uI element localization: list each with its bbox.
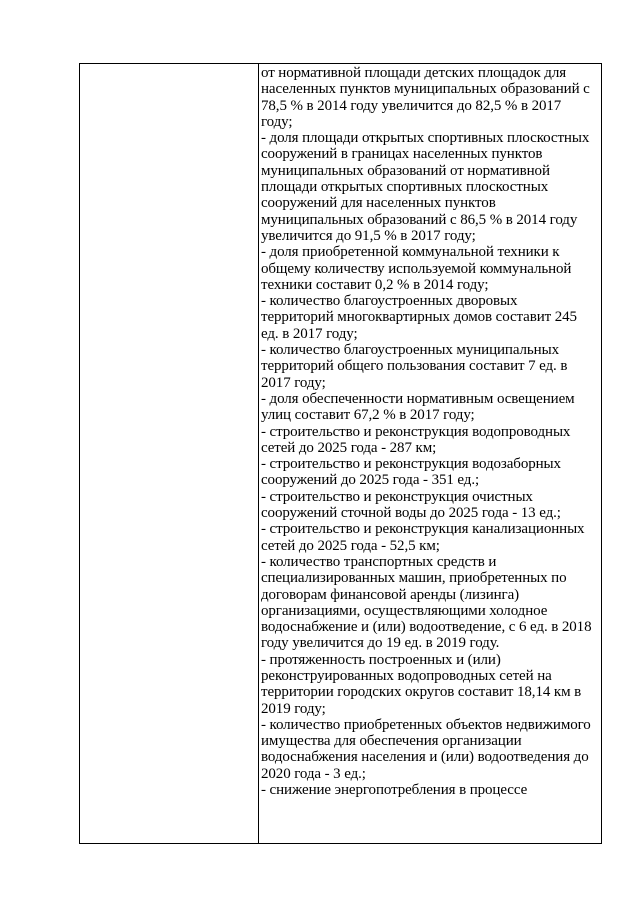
text-line: сооружений до 2025 года - 351 ед.; bbox=[261, 472, 480, 489]
text-line: сооружений в границах населенных пунктов bbox=[261, 146, 543, 163]
text-line: имущества для обеспечения организации bbox=[261, 733, 522, 750]
text-line: - доля приобретенной коммунальной техники к bbox=[261, 244, 560, 261]
text-line: - количество благоустроенных дворовых bbox=[261, 293, 518, 310]
table-row bbox=[80, 64, 602, 844]
text-line: реконструированных водопроводных сетей на bbox=[261, 667, 552, 684]
text-line: - доля обеспеченности нормативным освещением bbox=[261, 390, 575, 407]
text-line: году; bbox=[261, 113, 293, 130]
text-line: улиц составит 67,2 % в 2017 году; bbox=[261, 407, 475, 424]
document-table bbox=[79, 63, 602, 844]
text-line: - количество благоустроенных муниципальных bbox=[261, 342, 559, 359]
text-line: от нормативной площади детских площадок для bbox=[261, 65, 567, 81]
text-line: 2020 года - 3 ед.; bbox=[261, 765, 366, 782]
text-line: водоснабжение и (или) водоотведение, с 6 ед. в 2018 bbox=[261, 619, 592, 636]
text-line: муниципальных образований с 86,5 % в 2014 году bbox=[261, 211, 578, 228]
text-line: специализированных машин, приобретенных по bbox=[261, 570, 567, 587]
text-line: территорий многоквартирных домов составит 245 bbox=[261, 309, 577, 326]
text-line: сетей до 2025 года - 52,5 км; bbox=[261, 537, 440, 554]
text-line: площади открытых спортивных плоскостных bbox=[261, 179, 549, 196]
text-line: организациями, осуществляющими холодное bbox=[261, 602, 548, 619]
text-line: 78,5 % в 2014 году увеличится до 82,5 % в 2017 bbox=[261, 97, 562, 114]
text-line: увеличится до 91,5 % в 2017 году; bbox=[261, 227, 476, 244]
text-line: водоснабжения населения и (или) водоотведения до bbox=[261, 749, 589, 766]
text-line: муниципальных образований от нормативной bbox=[261, 162, 550, 179]
text-line: - доля площади открытых спортивных плоскостных bbox=[261, 130, 590, 147]
text-line: - количество транспортных средств и bbox=[261, 553, 497, 570]
text-line: году увеличится до 19 ед. в 2019 году. bbox=[261, 635, 500, 652]
text-line: - протяженность построенных и (или) bbox=[261, 651, 501, 668]
text-line: 2017 году; bbox=[261, 374, 326, 391]
text-line: общему количеству используемой коммунальной bbox=[261, 260, 572, 277]
text-line: территории городских округов составит 18,14 км в bbox=[261, 684, 582, 701]
text-line: - строительство и реконструкция канализационных bbox=[261, 521, 585, 538]
text-line: техники составит 0,2 % в 2014 году; bbox=[261, 276, 489, 293]
text-line: - строительство и реконструкция очистных bbox=[261, 488, 533, 505]
text-line: - строительство и реконструкция водозаборных bbox=[261, 456, 561, 473]
text-line: - количество приобретенных объектов недвижимого bbox=[261, 716, 591, 733]
cell-text-block bbox=[259, 64, 601, 798]
text-line: договорам финансовой аренды (лизинга) bbox=[261, 586, 520, 603]
left-empty-cell bbox=[80, 64, 259, 844]
text-line: - строительство и реконструкция водопроводных bbox=[261, 423, 571, 440]
right-text-cell bbox=[259, 64, 602, 844]
text-line: населенных пунктов муниципальных образований с bbox=[261, 81, 590, 98]
text-line: - снижение энергопотребления в процессе bbox=[261, 782, 528, 799]
text-line: сетей до 2025 года - 287 км; bbox=[261, 439, 437, 456]
text-line: сооружений для населенных пунктов bbox=[261, 195, 496, 212]
text-line: территорий общего пользования составит 7 ед. в bbox=[261, 358, 568, 375]
text-line: сооружений сточной воды до 2025 года - 13 ед.; bbox=[261, 505, 561, 522]
text-line: 2019 году; bbox=[261, 700, 326, 717]
text-line: ед. в 2017 году; bbox=[261, 325, 358, 342]
